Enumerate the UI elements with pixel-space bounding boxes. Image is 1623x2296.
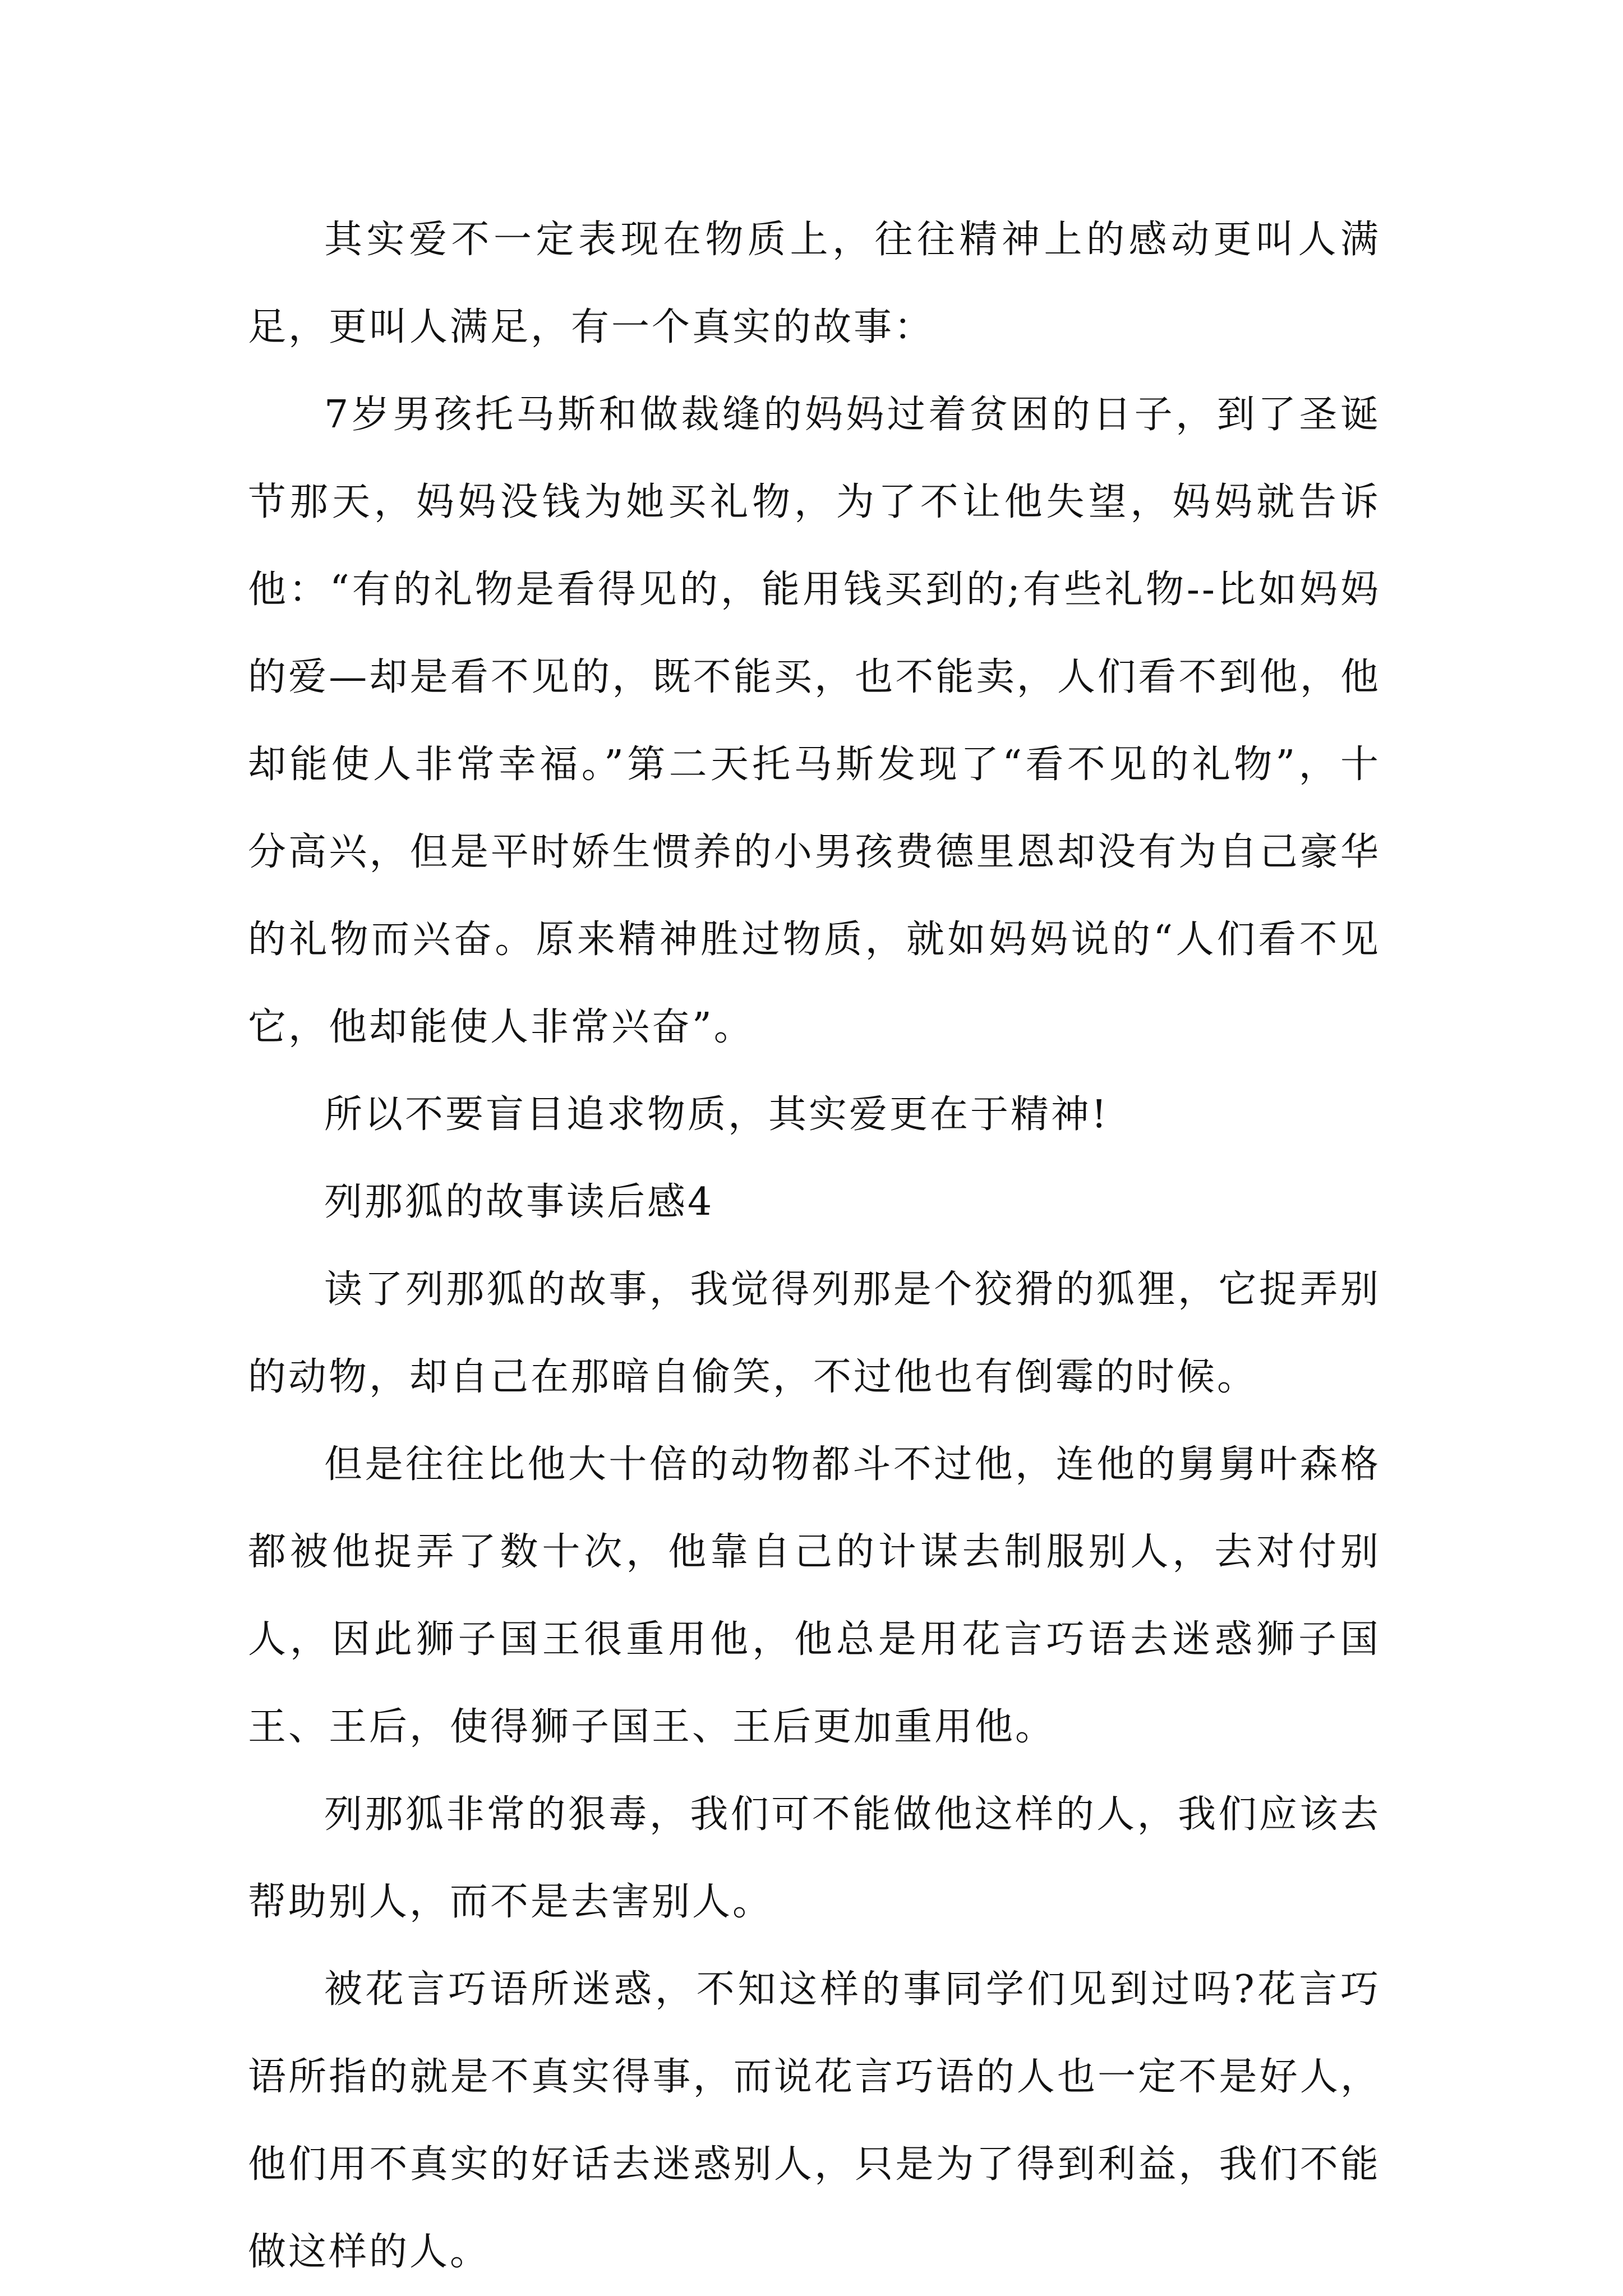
document-body [248,196,1381,2296]
paragraph-flattery: 被花言巧语所迷惑，不知这样的事同学们见到过吗?花言巧语所指的就是不真实得事，而说花言巧语的人也一定不是好人，他们用不真实的好话去迷惑别人，只是为了得到利益，我们不能做这样的人。 [248,1967,1381,2274]
paragraph-renard-intro: 读了列那狐的故事，我觉得列那是个狡猾的狐狸，它捉弄别的动物，却自己在那暗自偷笑，不过他也有倒霉的时候。 [248,1267,1381,1399]
paragraph-love-intro: 其实爱不一定表现在物质上，往往精神上的感动更叫人满足，更叫人满足，有一个真实的故事： [248,218,1381,349]
section-heading: 列那狐的故事读后感4 [324,1180,714,1224]
paragraph-renard-lesson: 列那狐非常的狠毒，我们可不能做他这样的人，我们应该去帮助别人，而不是去害别人。 [248,1792,1381,1924]
paragraph-renard-tricks: 但是往往比他大十倍的动物都斗不过他，连他的舅舅叶森格都被他捉弄了数十次，他靠自己的计谋去制服别人，去对付别人，因此狮子国王很重用他，他总是用花言巧语去迷惑狮子国王、王后，使得狮子国王、王后更加重用他。 [248,1442,1381,1749]
paragraph-thomas-story: 7岁男孩托马斯和做裁缝的妈妈过着贫困的日子，到了圣诞节那天，妈妈没钱为她买礼物，为了不让他失望，妈妈就告诉他：“有的礼物是看得见的，能用钱买到的;有些礼物--比如妈妈的爱—却是看不见的，既不能买，也不能卖，人们看不到他，他却能使人非常幸福。”第二天托马斯发现了“看不见的礼物”，十分高兴，但是平时娇生惯养的小男孩费德里恩却没有为自己豪华的礼物而兴奋。原来精神胜过物质，就如妈妈说的“人们看不见它，他却能使人非常兴奋”。 [248,393,1381,1049]
paragraph-conclusion: 所以不要盲目追求物质，其实爱更在于精神! [324,1092,1109,1137]
